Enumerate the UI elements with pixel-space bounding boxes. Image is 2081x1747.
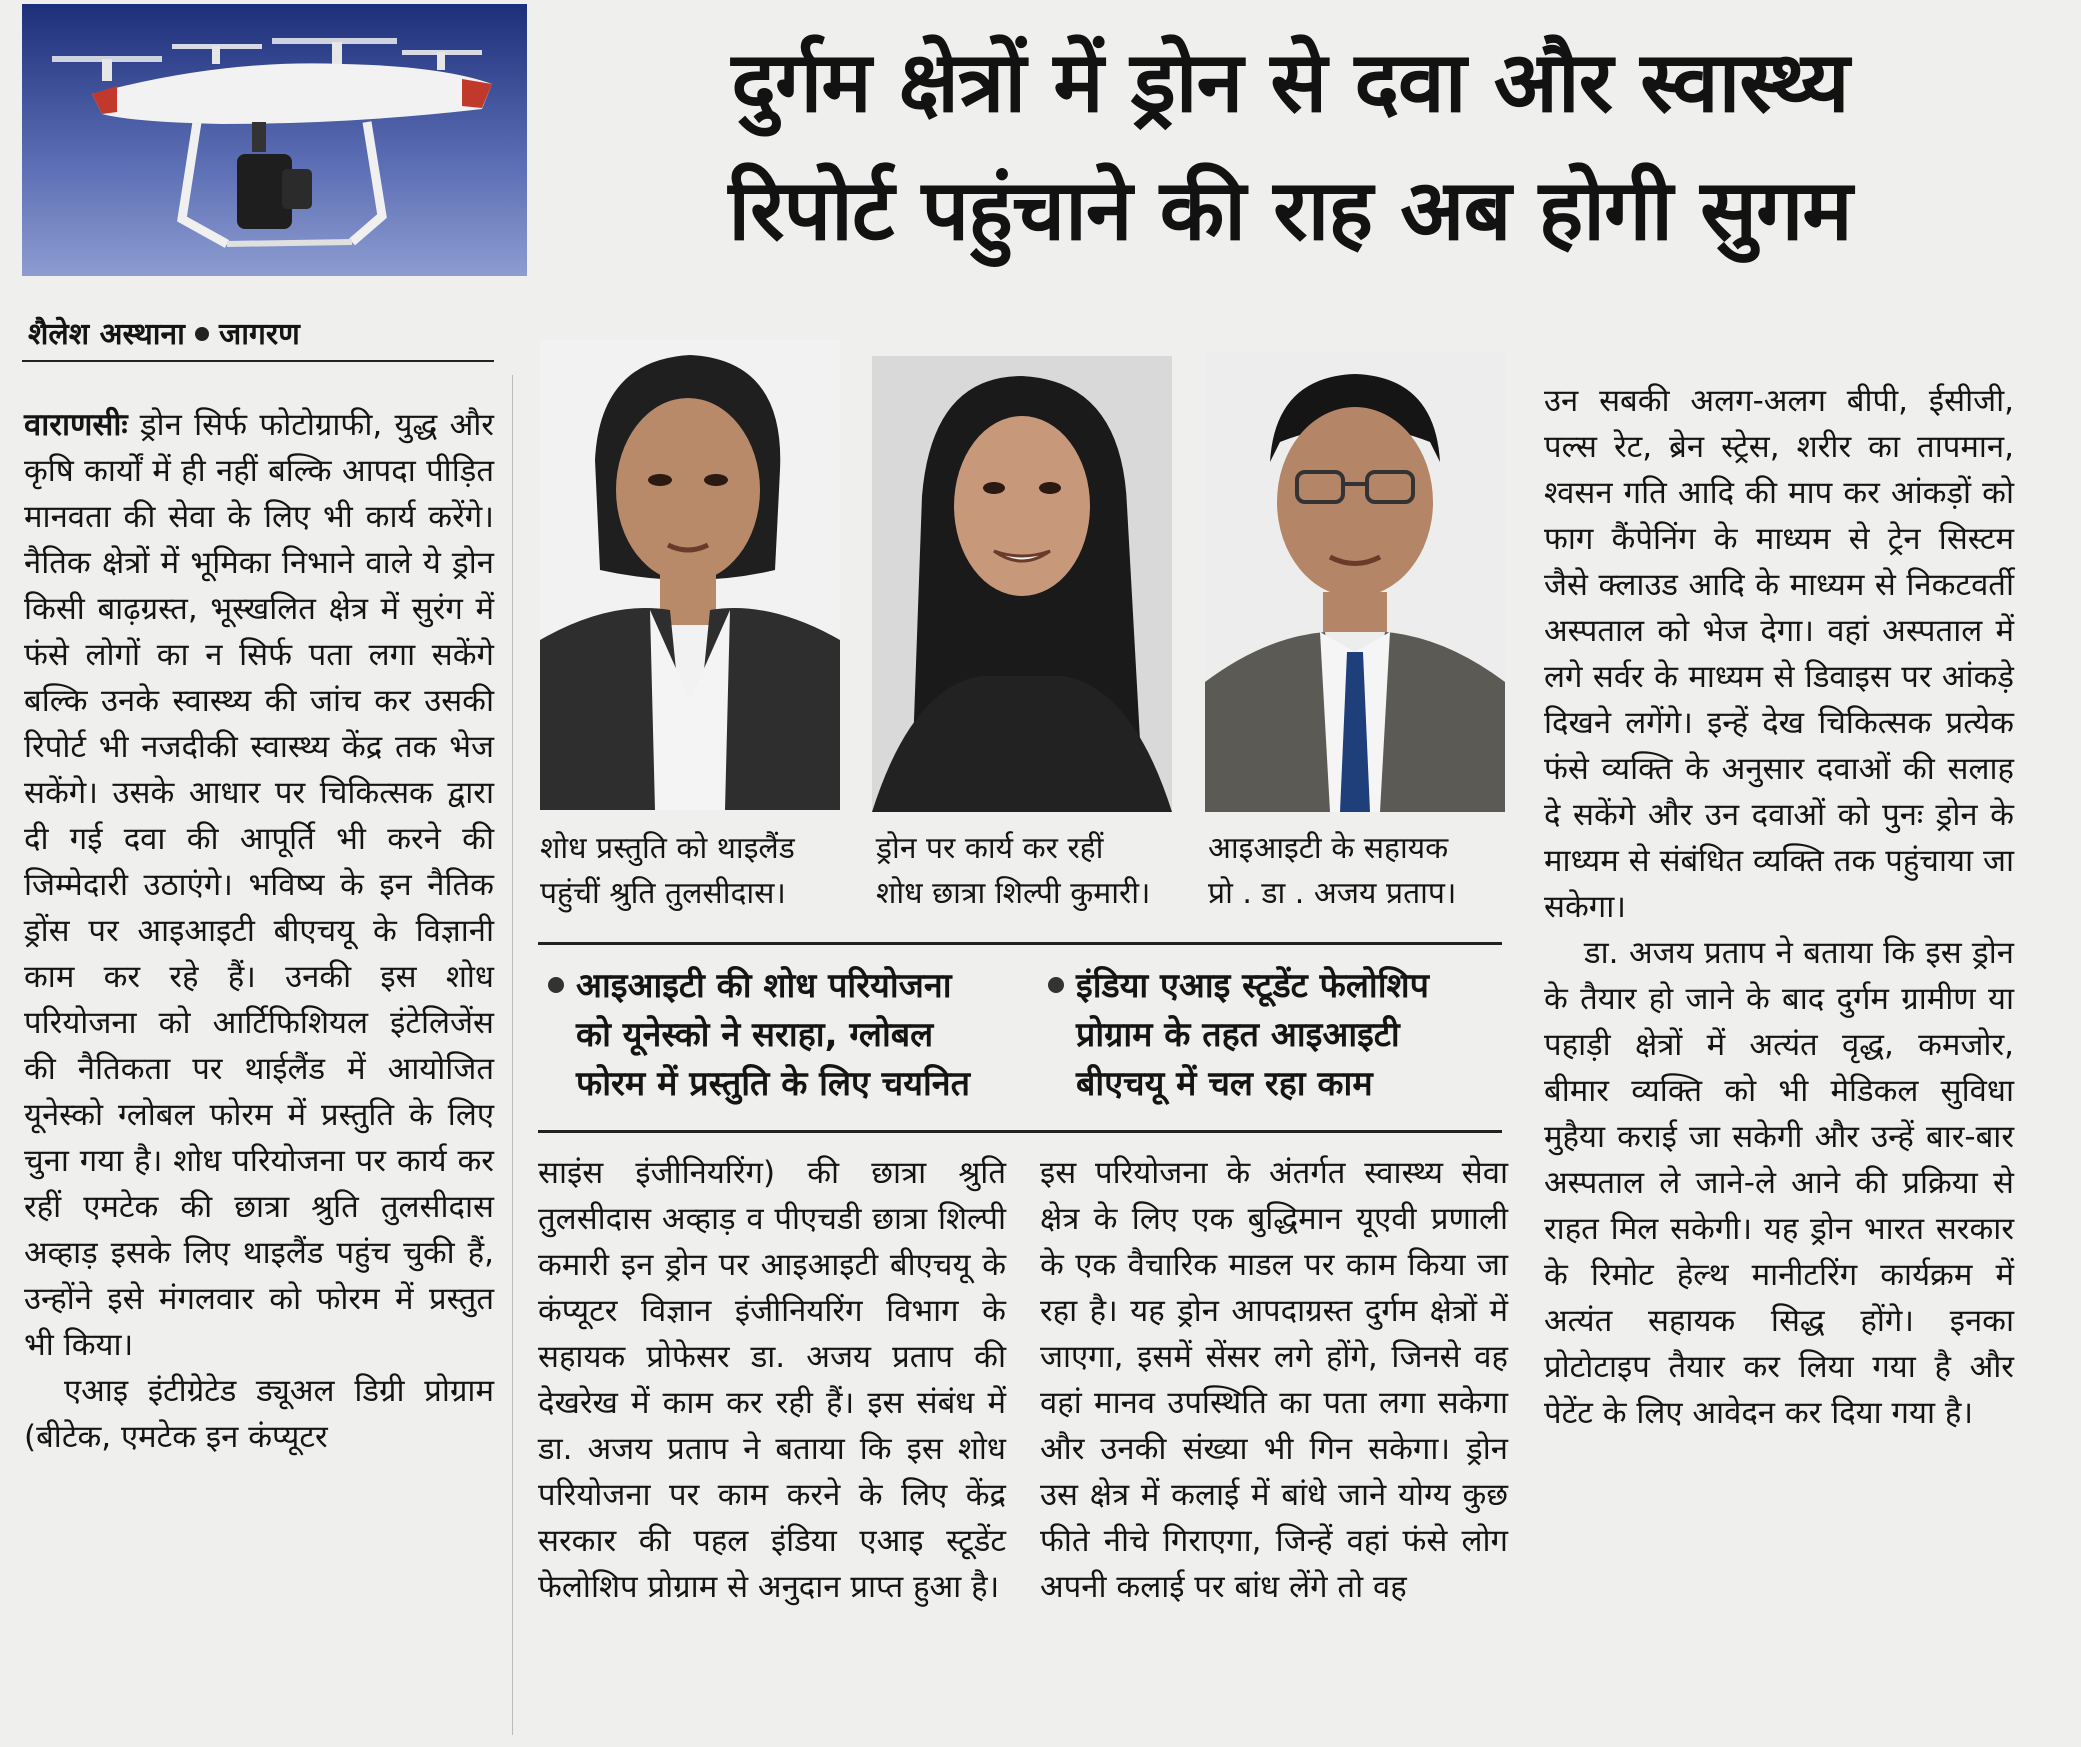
drone-image: [22, 4, 527, 276]
column-2: [538, 1150, 1006, 1610]
column-1-para-1: [24, 402, 494, 1368]
highlight-2-line-3: बीएचयू में चल रहा काम: [1076, 1064, 1373, 1104]
headline-line2: रिपोर्ट पहुंचाने की राह अब होगी सुगम: [728, 161, 1852, 259]
column-1: [24, 402, 494, 1460]
highlight-2: [1048, 962, 1508, 1109]
highlight-2-row-1: [1048, 962, 1508, 1011]
byline-source: जागरण: [218, 317, 300, 352]
highlight-top-rule: [538, 942, 1502, 945]
portrait-man-image: [1205, 352, 1505, 812]
caption-2-line-1: ड्रोन पर कार्य कर रहीं: [876, 831, 1104, 866]
dateline: वाराणसीः: [24, 407, 128, 443]
highlight-1-line-3: फोरम में प्रस्तुति के लिए चयनित: [576, 1064, 971, 1104]
highlight-1-row-1: [548, 962, 1028, 1011]
bullet-dot-icon: [195, 327, 209, 341]
column-4-para-2: डा. अजय प्रताप ने बताया कि इस ड्रोन के तैयार हो जाने के बाद दुर्गम ग्रामीण या पहाड़ी क्षेत्रों में अत्यंत वृद्ध, कमजोर, बीमार व्यक्ति को भी मेडिकल सुविधा मुहैया कराई जा सकेगी और उन्हें बार-बार अस्पताल ले जाने-ले आने की प्रक्रिया से राहत मिल सकेगी। यह ड्रोन भारत सरकार के रिमोट हेल्थ मानीटरिंग कार्यक्रम में अत्यंत सहायक सिद्ध होंगे। इनका प्रोटोटाइप तैयार कर लिया गया है और पेटेंट के लिए आवेदन कर दिया गया है।: [1544, 935, 2014, 1431]
photo-ajay: [1205, 352, 1505, 812]
highlight-bottom-rule: [538, 1130, 1502, 1133]
highlight-1-line-2: को यूनेस्को ने सराहा, ग्लोबल: [576, 1015, 934, 1055]
caption-1-line-1: शोध प्रस्तुति को थाइलैंड: [540, 831, 795, 866]
column-1-para-1-text: ड्रोन सिर्फ फोटोग्राफी, युद्ध और कृषि कार्यों में ही नहीं बल्कि आपदा पीड़ित मानवता की सेवा के लिए भी कार्य करेंगे। नैतिक क्षेत्रों में भूमिका निभाने वाले ये ड्रोन किसी बाढ़ग्रस्त, भूस्खलित क्षेत्र में सुरंग में फंसे लोगों का न सिर्फ पता लगा सकेंगे बल्कि उनके स्वास्थ्य की जांच कर उसकी रिपोर्ट भी नजदीकी स्वास्थ्य केंद्र तक भेज सकेंगे। उसके आधार पर चिकित्सक द्वारा दी गई दवा की आपूर्ति भी करने की जिम्मेदारी उठाएंगे। भविष्य के इन नैतिक ड्रोंस पर आइआइटी बीएचयू के विज्ञानी काम कर रहे हैं। उनकी इस शोध परियोजना को आर्टिफिशियल इंटेलिजेंस की नैतिकता पर थाईलैंड में आयोजित यूनेस्को ग्लोबल फोरम में प्रस्तुति के लिए चुना गया है। शोध परियोजना पर कार्य कर रहीं एमटेक की छात्रा श्रुति तुलसीदास अव्हाड़ इसके लिए थाइलैंड पहुंच चुकी हैं, उन्होंने इसे मंगलवार को फोरम में प्रस्तुत भी किया।: [24, 407, 494, 1363]
bullet-dot-icon: [1048, 977, 1064, 993]
column-4-para-1: उन सबकी अलग-अलग बीपी, ईसीजी, पल्स रेट, ब्रेन स्ट्रेस, शरीर का तापमान, श्वसन गति आदि की माप कर आंकड़ों को फाग कैंपेनिंग के माध्यम से ट्रेन सिस्टम जैसे क्लाउड आदि के माध्यम से निकटवर्ती अस्पताल को भेज देगा। वहां अस्पताल में लगे सर्वर के माध्यम से डिवाइस पर आंकड़े दिखने लगेंगे। इन्हें देख चिकित्सक प्रत्येक फंसे व्यक्ति के अनुसार दवाओं की सलाह दे सकेंगे और उन दवाओं को पुनः ड्रोन के माध्यम से संबंधित व्यक्ति तक पहुंचाया जा सकेगा।: [1544, 383, 2014, 925]
caption-1: [540, 826, 860, 916]
photo-shruti: [540, 340, 840, 810]
highlight-1-line-1: आइआइटी की शोध परियोजना: [576, 966, 952, 1006]
byline-author: शैलेश अस्थाना: [28, 317, 185, 352]
portrait-woman-2-image: [872, 356, 1172, 812]
highlight-2-line-2: प्रोग्राम के तहत आइआइटी: [1076, 1015, 1400, 1055]
caption-3: [1208, 826, 1528, 916]
column-2-text: साइंस इंजीनियरिंग) की छात्रा श्रुति तुलसीदास अव्हाड़ व पीएचडी छात्रा शिल्पी कमारी इन ड्रोन पर आइआइटी बीएचयू के कंप्यूटर विज्ञान इंजीनियरिंग विभाग के सहायक प्रोफेसर डा. अजय प्रताप की देखरेख में काम कर रही हैं। इस संबंध में डा. अजय प्रताप ने बताया कि इस शोध परियोजना पर काम करने के लिए केंद्र सरकार की पहल इंडिया एआइ स्टूडेंट फेलोशिप प्रोग्राम से अनुदान प्राप्त हुआ है।: [538, 1155, 1006, 1605]
portrait-woman-1-image: [540, 340, 840, 810]
caption-1-line-2: पहुंचीं श्रुति तुलसीदास।: [540, 876, 786, 911]
caption-3-line-1: आइआइटी के सहायक: [1208, 831, 1449, 866]
column-separator: [512, 375, 513, 1735]
highlight-1: [548, 962, 1028, 1109]
byline: [28, 312, 300, 353]
byline-rule: [22, 360, 494, 362]
drone-photo: [22, 4, 527, 276]
caption-2-line-2: शोध छात्रा शिल्पी कुमारी।: [876, 876, 1151, 911]
caption-2: [876, 826, 1196, 916]
photo-shilpi: [872, 356, 1172, 812]
column-1-para-2: एआइ इंटीग्रेटेड ड्यूअल डिग्री प्रोग्राम (बीटेक, एमटेक इन कंप्यूटर: [24, 1373, 494, 1455]
column-3: [1040, 1150, 1508, 1610]
bullet-dot-icon: [548, 977, 564, 993]
column-3-text: इस परियोजना के अंतर्गत स्वास्थ्य सेवा क्षेत्र के लिए एक बुद्धिमान यूएवी प्रणाली के एक वैचारिक माडल पर काम किया जा रहा है। यह ड्रोन आपदाग्रस्त दुर्गम क्षेत्रों में जाएगा, इसमें सेंसर लगे होंगे, जिनसे वह वहां मानव उपस्थिति का पता लगा सकेगा और उनकी संख्या भी गिन सकेगा। ड्रोन उस क्षेत्र में कलाई में बांधे जाने योग्य कुछ फीते नीचे गिराएगा, जिन्हें वहां फंसे लोग अपनी कलाई पर बांध लेंगे तो वह: [1040, 1155, 1508, 1605]
headline-line1: दुर्गम क्षेत्रों में ड्रोन से दवा और स्वास्थ्य: [731, 33, 1849, 131]
highlight-2-line-1: इंडिया एआइ स्टूडेंट फेलोशिप: [1076, 966, 1429, 1006]
caption-3-line-2: प्रो . डा . अजय प्रताप।: [1208, 876, 1457, 911]
column-4: [1544, 378, 2014, 1436]
